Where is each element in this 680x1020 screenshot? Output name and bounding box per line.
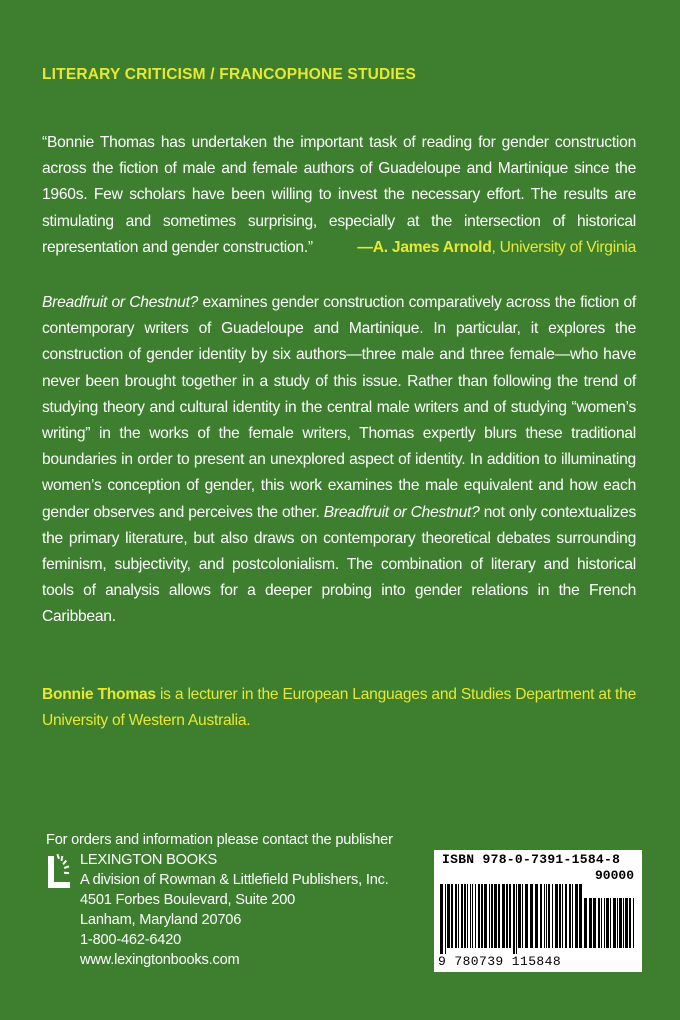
description-text: examines gender construction comparatively across the fiction of contemporary writers of Guadeloupe and Martinique. In particular, it explores the construction of gender identity by six authors—three male and three female—who have never been brought together in a study of this issue. Rather than following the trend of studying theory and cultural identity in the central male writers and of studying “women’s writing” in the works of the female writers, Thomas expertly blurs these traditional boundaries in order to present an unexplored aspect of identity. In addition to illuminating women’s conception of gender, this work examines the male equivalent and how each gender observes and perceives the other. [42,294,636,521]
ean-digits: 9 780739 115848 [438,954,562,969]
barcode-box [434,850,642,972]
address-line-1: 4501 Forbes Boulevard, Suite 200 [80,892,296,908]
category-heading: LITERARY CRITICISM / FRANCOPHONE STUDIES [42,66,416,83]
publisher-block [46,830,393,970]
publisher-row [46,850,393,890]
attribution-name: —A. James Arnold [357,239,492,257]
address-line-2: Lanham, Maryland 20706 [80,912,242,928]
attribution-institution: University of Virginia [499,239,636,257]
description-text: not only contextualizes the primary literature, but also draws on contemporary theoretical debates surrounding feminism, subjectivity, and postcolonialism. The combination of literary and historical tools of analysis allows for a deeper probing into gender relations in the French Caribbean. [42,503,636,626]
book-description [42,290,636,631]
publisher-phone: 1-800-462-6420 [80,932,182,948]
publisher-division: A division of Rowman & Littlefield Publishers, Inc. [80,872,389,888]
attribution-separator: , [491,239,500,257]
book-title-italic: Breadfruit or Chestnut? [42,294,199,311]
addon-barcode-icon [584,898,636,954]
book-title-italic: Breadfruit or Chestnut? [323,503,480,521]
author-name: Bonnie Thomas [42,686,156,703]
publisher-name: LEXINGTON BOOKS [80,852,218,868]
lexington-logo-icon [46,850,74,890]
price-code: 90000 [594,868,634,883]
publisher-website: www.lexingtonbooks.com [80,952,240,968]
author-bio [42,682,636,734]
bio-text: is a lecturer in the European Languages and Studies Department at the University of Western Australia. [42,686,636,730]
quote-text: “Bonnie Thomas has undertaken the important task of reading for gender construction across the fiction of male and female authors of Guadeloupe and Martinique since the 1960s. Few scholars have been willing to invest the necessary effort. The results are stimulating and sometimes surprising, especially at the intersection of historical representation and gender construction.” [42,134,636,256]
isbn-text: ISBN 978-0-7391-1584-8 [442,852,621,867]
publisher-details [80,850,389,890]
endorsement-quote [42,130,636,261]
publisher-address [80,890,393,950]
ean-barcode-icon [440,884,582,954]
contact-line: For orders and information please contact the publisher [46,832,393,848]
